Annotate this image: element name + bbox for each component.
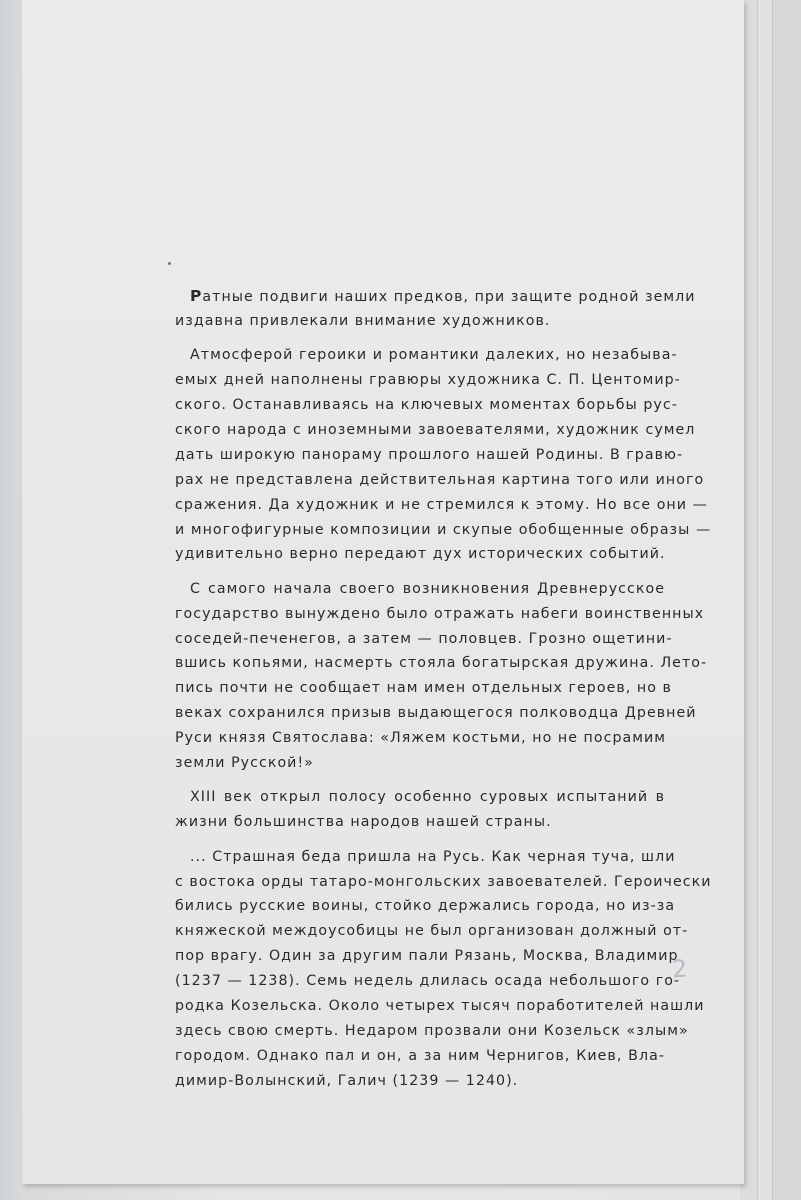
text-line: дать широкую панораму прошлого нашей Родины. В гравю- [175,446,684,463]
text-line: княжеской междоусобицы не был организован должный от- [175,923,689,940]
paragraph [175,845,712,1094]
text-line: здесь свою смерть. Недаром прозвали они Козельск «злым» [175,1022,689,1039]
text-line: ... Страшная беда пришла на Русь. Как черная туча, шли [190,848,676,865]
text-line: издавна привлекали внимание художников. [175,312,551,329]
paragraph [175,577,708,776]
text-line: городом. Однако пал и он, а за ним Чернигов, Киев, Вла- [175,1047,665,1064]
text-line: ского народа с иноземными завоевателями, художник сумел [175,421,696,438]
paragraph [175,284,696,334]
document-body [175,284,712,1103]
text-line: государство вынуждено было отражать набеги воинственных [175,605,705,622]
text-line: земли Русской!» [175,755,314,772]
text-line: пись почти не сообщает нам имен отдельных героев, но в [175,680,672,697]
text-line: рах не представлена действительная картина того или иного [175,471,705,488]
text-line: С самого начала своего возникновения Древнерусское [190,580,665,597]
text-line: Ратные подвиги наших предков, при защите родной земли [190,287,696,305]
text-line: (1237 — 1238). Семь недель длилась осада небольшого го- [175,973,681,990]
text-line: ского. Останавливаясь на ключевых моментах борьбы рус- [175,397,678,414]
text-line: жизни большинства народов нашей страны. [175,814,552,831]
text-line: с востока орды татаро-монгольских завоевателей. Героически [175,873,712,890]
text-line: Руси князя Святослава: «Ляжем костьми, но не посрамим [175,730,667,747]
paragraph [175,785,665,835]
text-line: удивительно верно передают дух исторических событий. [175,546,666,563]
text-line: и многофигурные композиции и скупые обобщенные образы — [175,521,712,538]
text-line: димир-Волынский, Галич (1239 — 1240). [175,1072,519,1089]
text-line: вшись копьями, насмерть стояла богатырская дружина. Лето- [175,655,708,672]
text-line: сражения. Да художник и не стремился к этому. Но все они — [175,496,708,513]
text-line: Атмосферой героики и романтики далеких, но незабыва- [190,347,678,364]
back-sheet-edge [772,0,801,1200]
paragraph [175,343,712,567]
handwritten-page-mark: 2 [671,954,689,984]
text-line: соседей-печенегов, а затем — половцев. Грозно ощетини- [175,630,673,647]
text-line: родка Козельска. Около четырех тысяч поработителей нашли [175,998,705,1015]
text-line: веках сохранился призыв выдающегося полководца Древней [175,705,697,722]
text-line: пор врагу. Один за другим пали Рязань, Москва, Владимир [175,948,679,965]
drop-cap: Р [190,287,203,305]
text-line: бились русские воины, стойко держались города, но из-за [175,898,676,915]
text-line: XIII век открыл полосу особенно суровых испытаний в [190,789,665,806]
paper-speck [168,262,171,265]
text-line: емых дней наполнены гравюры художника С. П. Центомир- [175,372,681,389]
